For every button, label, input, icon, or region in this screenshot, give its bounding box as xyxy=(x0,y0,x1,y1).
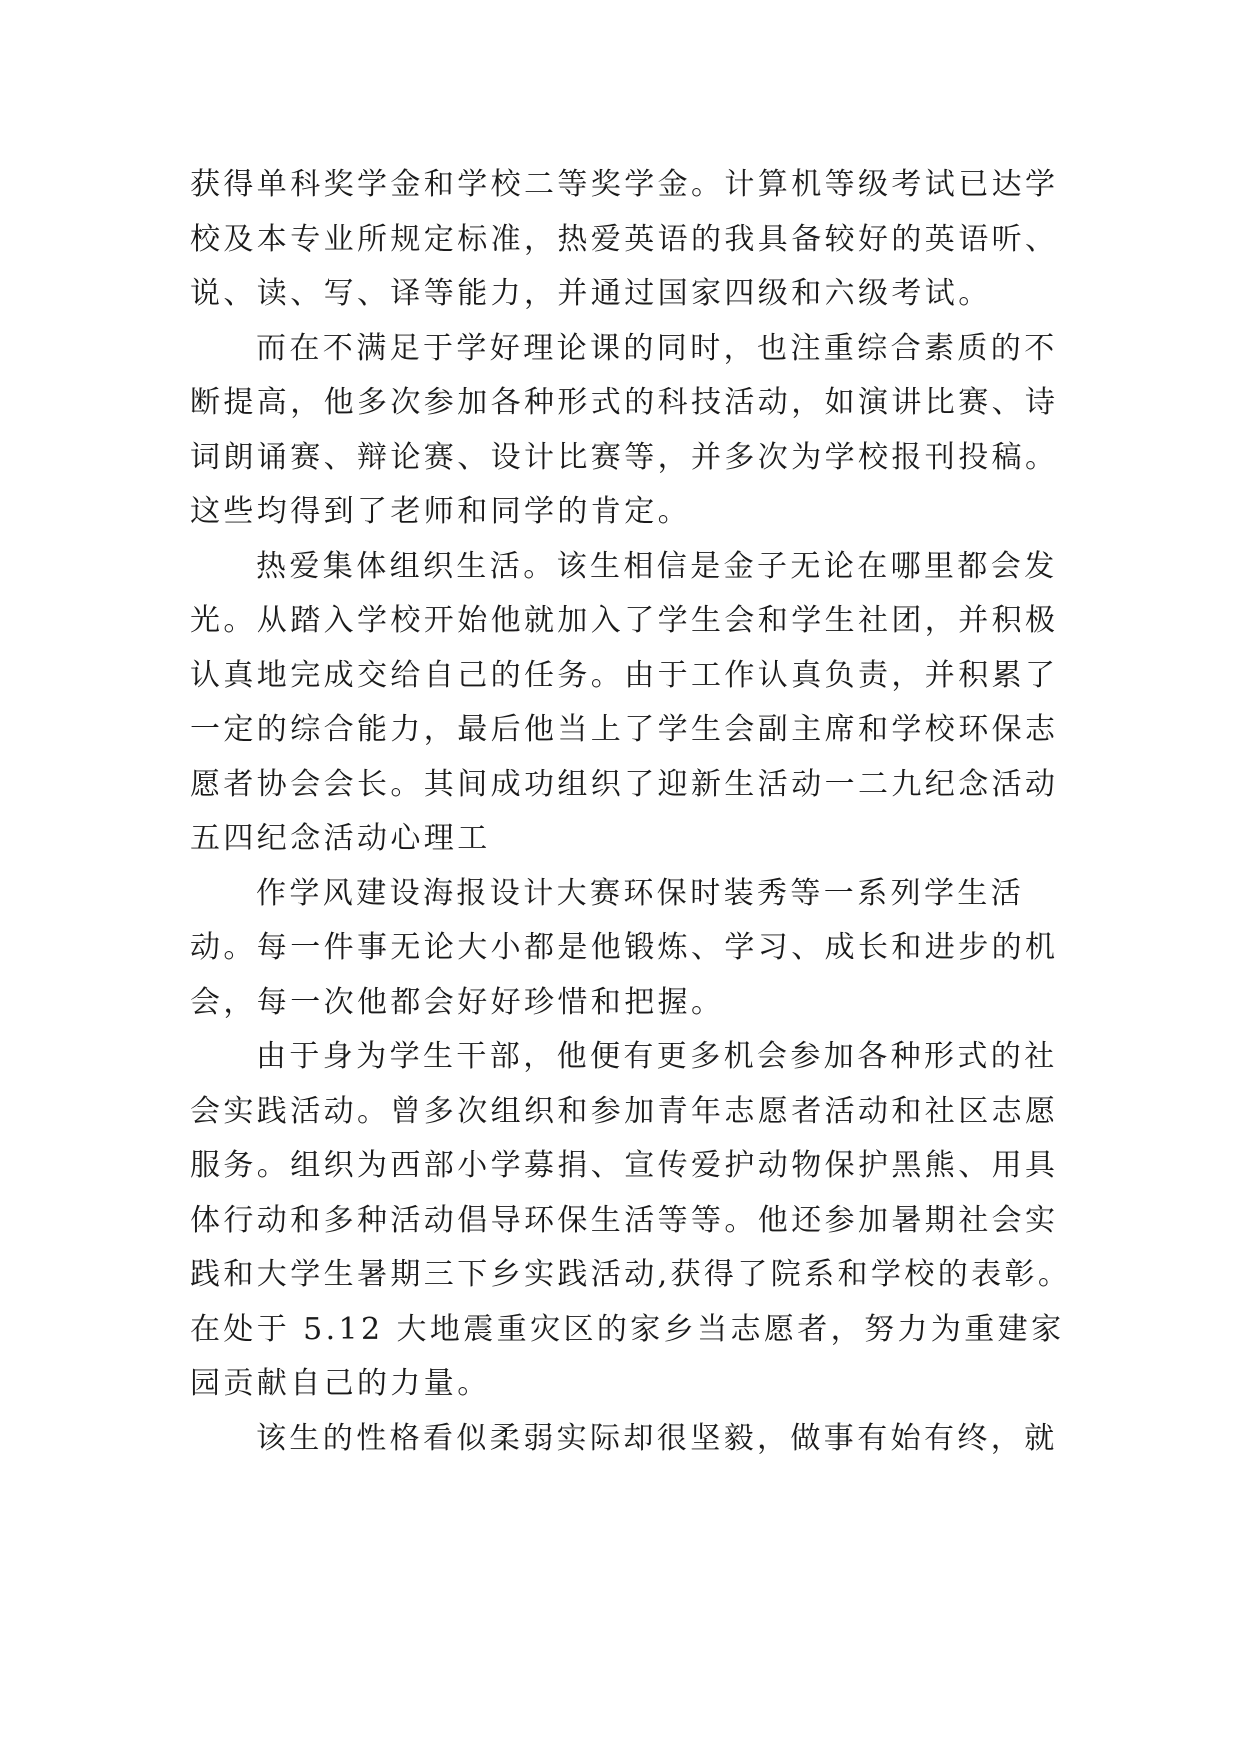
text-line: 服务。组织为西部小学募捐、宣传爱护动物保护黑熊、用具 xyxy=(190,1148,1059,1183)
text-line: 五四纪念活动心理工 xyxy=(190,821,491,856)
body-text xyxy=(190,158,1080,1466)
text-line: 获得单科奖学金和学校二等奖学金。计算机等级考试已达学 xyxy=(190,167,1059,202)
paragraph-first-line: 热爱集体组织生活。该生相信是金子无论在哪里都会发 xyxy=(256,548,1058,584)
text-line: 认真地完成交给自己的任务。由于工作认真负责，并积累了 xyxy=(190,657,1059,693)
text-line: 践和大学生暑期三下乡实践活动,获得了院系和学校的表彰。 xyxy=(190,1257,1072,1292)
text-line: 体行动和多种活动倡导环保生活等等。他还参加暑期社会实 xyxy=(190,1202,1059,1238)
text-line: 动。每一件事无论大小都是他锻炼、学习、成长和进步的机 xyxy=(190,930,1059,965)
paragraph-first-line: 该生的性格看似柔弱实际却很坚毅，做事有始有终，就 xyxy=(256,1420,1058,1456)
text-line: 在处于 5.12 大地震重灾区的家乡当志愿者，努力为重建家 xyxy=(190,1311,1065,1347)
text-line: 园贡献自己的力量。 xyxy=(190,1366,491,1401)
paragraph-first-line: 由于身为学生干部，他便有更多机会参加各种形式的社 xyxy=(256,1039,1058,1074)
paragraph-first-line: 而在不满足于学好理论课的同时，也注重综合素质的不 xyxy=(256,330,1058,366)
text-line: 光。从踏入学校开始他就加入了学生会和学生社团，并积极 xyxy=(190,603,1059,638)
text-line: 说、读、写、译等能力，并通过国家四级和六级考试。 xyxy=(190,276,992,311)
paragraph-first-line: 作学风建设海报设计大赛环保时装秀等一系列学生活 xyxy=(256,875,1025,911)
text-line: 这些均得到了老师和同学的肯定。 xyxy=(190,494,691,529)
text-line: 会，每一次他都会好好珍惜和把握。 xyxy=(190,984,725,1020)
text-line: 校及本专业所规定标准，热爱英语的我具备较好的英语听、 xyxy=(190,221,1059,257)
text-line: 词朗诵赛、辩论赛、设计比赛等，并多次为学校报刊投稿。 xyxy=(190,439,1059,475)
text-line: 会实践活动。曾多次组织和参加青年志愿者活动和社区志愿 xyxy=(190,1093,1059,1129)
text-line: 一定的综合能力，最后他当上了学生会副主席和学校环保志 xyxy=(190,712,1059,747)
text-line: 断提高，他多次参加各种形式的科技活动，如演讲比赛、诗 xyxy=(190,385,1059,420)
text-line: 愿者协会会长。其间成功组织了迎新生活动一二九纪念活动 xyxy=(190,766,1059,802)
